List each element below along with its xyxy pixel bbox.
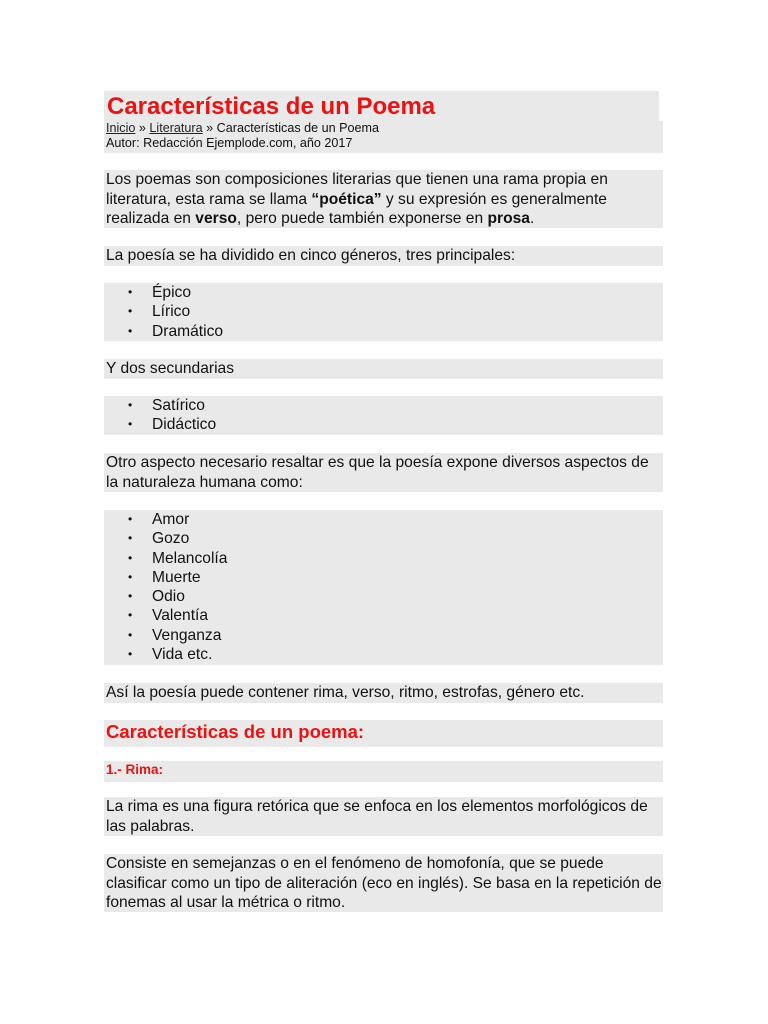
list-item: • Muerte (152, 568, 663, 587)
list-item: • Melancolía (152, 549, 663, 568)
secondary-genres-list-block (104, 396, 663, 435)
aspects-list (104, 510, 663, 664)
list-item: • Didáctico (152, 415, 663, 434)
main-genres-list-block (104, 283, 663, 341)
author-line: Autor: Redacción Ejemplode.com, año 2017 (106, 136, 353, 150)
list-item: • Valentía (152, 606, 663, 625)
rima-paragraph-2: Consiste en semejanzas o en el fenómeno de homofonía, que se puede clasificar como un tipo de aliteración (eco en inglés). Se basa en la repetición de fonemas al usar la métrica o ritmo. (106, 855, 662, 911)
intro-paragraph: Los poemas son composiciones literarias que tienen una rama propia en literatura, esta rama se llama “poética” y su expresión es generalmente realizada en verso, pero puede también exponerse en prosa. (104, 170, 663, 228)
genres-intro: La poesía se ha dividido en cinco géneros, tres principales: (104, 246, 663, 266)
breadcrumb (106, 121, 663, 136)
breadcrumb-separator: » (206, 121, 214, 135)
main-genres-list (104, 283, 663, 341)
aspects-intro: Otro aspecto necesario resaltar es que la poesía expone diversos aspectos de la naturaleza humana como: (104, 453, 663, 492)
list-item: • Odio (152, 587, 663, 606)
term-verso: verso (195, 210, 237, 227)
subsection-heading: 1.- Rima: (104, 761, 663, 782)
term-prosa: prosa (487, 210, 530, 227)
list-item: • Gozo (152, 529, 663, 548)
aspects-list-block (104, 510, 663, 665)
secondary-intro: Y dos secundarias (104, 359, 663, 379)
rima-paragraph-1: La rima es una figura retórica que se enfoca en los elementos morfológicos de las palabras. (104, 797, 663, 836)
list-item: • Venganza (152, 626, 663, 645)
secondary-genres-list (104, 396, 663, 435)
meta-block (104, 121, 663, 153)
section-heading: Características de un poema: (104, 720, 663, 747)
breadcrumb-section-link[interactable]: Literatura (149, 121, 203, 135)
term-poetica: “poética” (311, 190, 382, 208)
summary-paragraph: Así la poesía puede contener rima, verso, ritmo, estrofas, género etc. (104, 683, 663, 703)
breadcrumb-home-link[interactable]: Inicio (106, 121, 136, 135)
list-item: • Épico (152, 283, 663, 302)
list-item: • Lírico (152, 302, 663, 321)
list-item: • Amor (152, 510, 663, 529)
list-item: • Vida etc. (152, 645, 663, 664)
list-item: • Dramático (152, 322, 663, 341)
page-title: Características de un Poema (104, 91, 659, 122)
breadcrumb-separator: » (138, 121, 146, 135)
breadcrumb-current: Características de un Poema (216, 121, 380, 135)
list-item: • Satírico (152, 396, 663, 415)
